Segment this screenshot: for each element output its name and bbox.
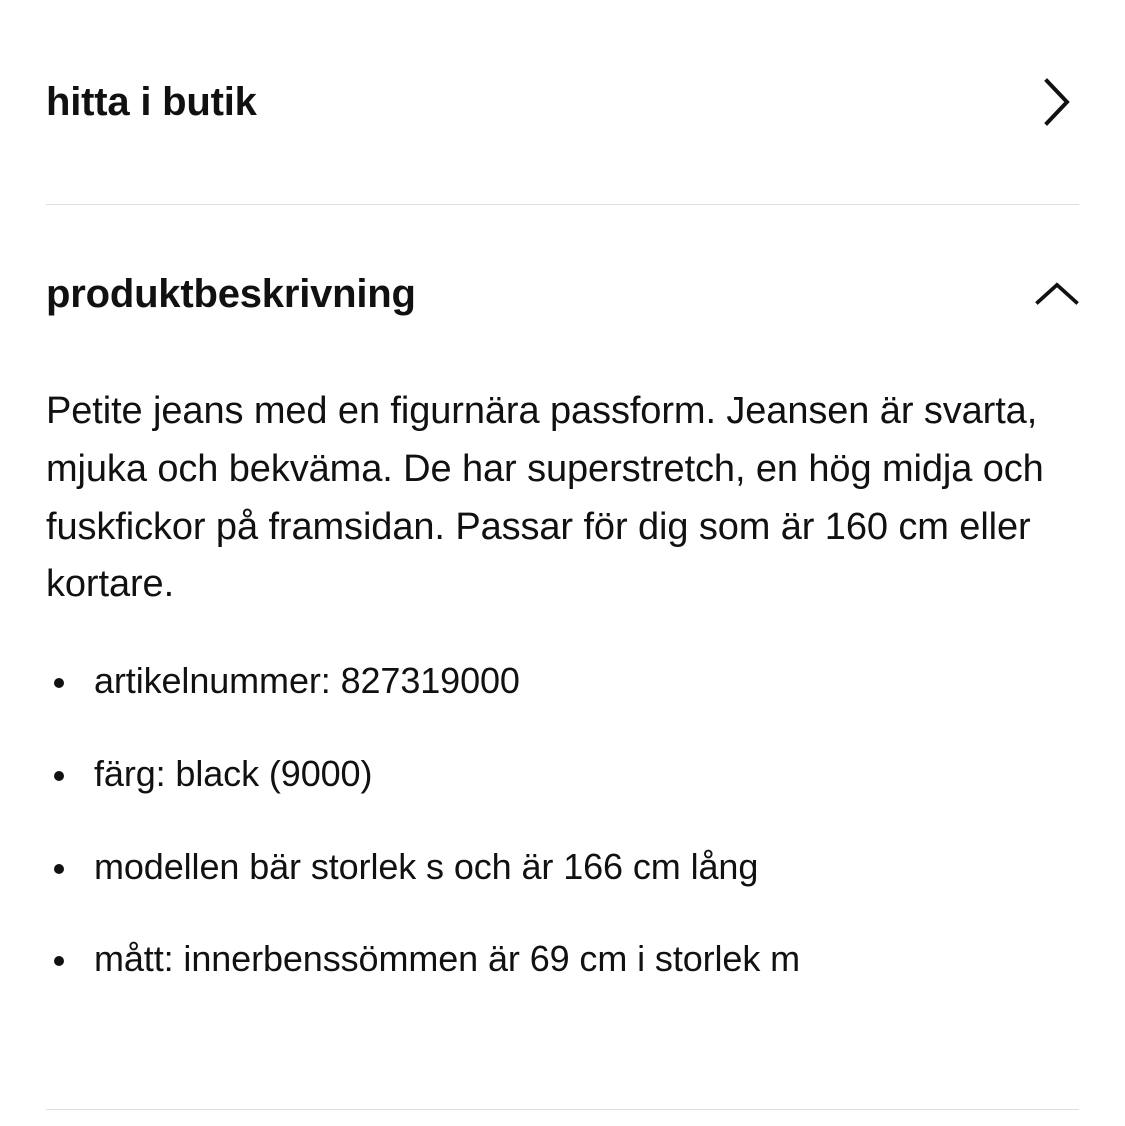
list-item: färg: black (9000) — [46, 751, 1079, 798]
chevron-up-icon[interactable] — [1035, 272, 1079, 316]
accordion-row-product-description[interactable] — [0, 205, 1125, 365]
divider-bottom — [46, 1109, 1079, 1110]
list-item: artikelnummer: 827319000 — [46, 658, 1079, 705]
product-description-title: produktbeskrivning — [46, 272, 416, 316]
product-detail-list — [46, 658, 1079, 983]
product-description-content — [0, 365, 1125, 983]
chevron-right-icon[interactable] — [1035, 80, 1079, 124]
find-in-store-title: hitta i butik — [46, 80, 257, 124]
list-item: mått: innerbenssömmen är 69 cm i storlek m — [46, 936, 1079, 983]
description-paragraph: Petite jeans med en figurnära passform. Jeansen är svarta, mjuka och bekväma. De har superstretch, en hög midja och fuskfickor på framsidan. Passar för dig som är 160 cm eller kortare. — [46, 390, 1044, 606]
accordion-row-find-in-store[interactable] — [0, 0, 1125, 204]
list-item: modellen bär storlek s och är 166 cm lång — [46, 844, 1079, 891]
